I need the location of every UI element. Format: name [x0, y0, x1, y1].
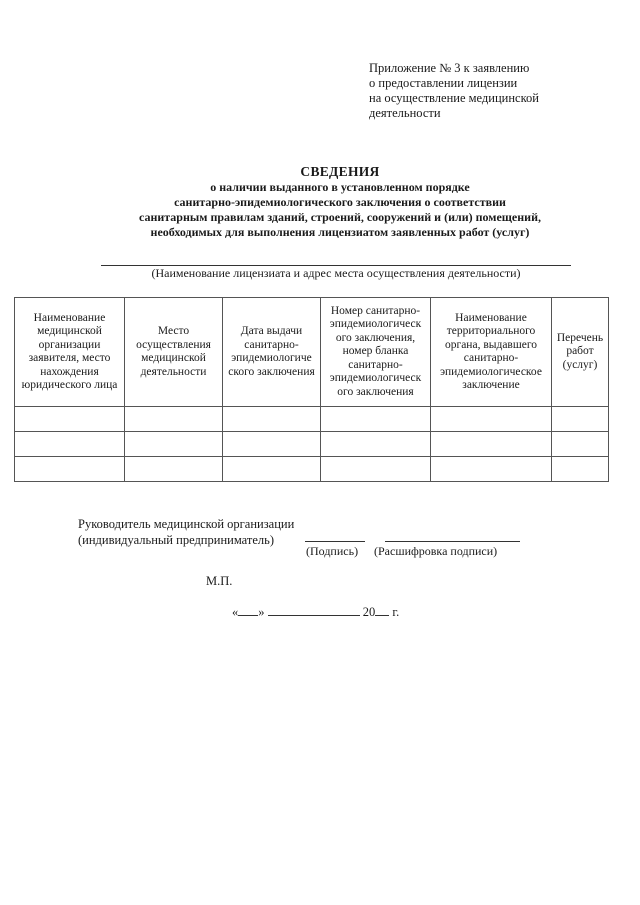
table-cell[interactable] — [15, 457, 125, 482]
table-cell[interactable] — [552, 407, 609, 432]
date-open-quote: « — [232, 605, 239, 619]
table-row — [15, 457, 609, 482]
title-main: СВЕДЕНИЯ — [300, 164, 380, 179]
head-of-organization-label — [78, 516, 294, 548]
table-header-row — [15, 298, 609, 407]
table-cell[interactable] — [321, 407, 431, 432]
column-header-works-list: Перечень работ (услуг) — [552, 298, 609, 407]
table-cell[interactable] — [431, 457, 552, 482]
table-cell[interactable] — [15, 432, 125, 457]
appendix-line: на осуществление медицинской — [369, 91, 539, 105]
table-cell[interactable] — [321, 457, 431, 482]
day-field[interactable] — [238, 603, 258, 616]
title-line: санитарно-эпидемиологического заключения о соответствии — [174, 195, 506, 209]
table-cell[interactable] — [321, 432, 431, 457]
sanitary-info-table — [14, 297, 609, 482]
signature-caption: (Подпись) — [306, 544, 359, 558]
year-prefix: 20 — [362, 605, 376, 619]
column-header-organization: Наименование медицинской организации заявителя, место нахождения юридического лица — [15, 298, 125, 407]
year-field[interactable] — [375, 603, 389, 616]
table-cell[interactable] — [223, 457, 321, 482]
table-cell[interactable] — [552, 457, 609, 482]
table-cell[interactable] — [125, 407, 223, 432]
appendix-note — [369, 61, 609, 121]
table-cell[interactable] — [15, 407, 125, 432]
column-header-issuing-authority: Наименование территориального органа, выдавшего санитарно-эпидемиологическое заключение — [431, 298, 552, 407]
table-row — [15, 407, 609, 432]
table-cell[interactable] — [125, 432, 223, 457]
column-header-location: Место осуществления медицинской деятельности — [125, 298, 223, 407]
column-header-issue-date: Дата выдачи санитарно-эпидемиологиче ского заключения — [223, 298, 321, 407]
table-cell[interactable] — [223, 407, 321, 432]
appendix-line: о предоставлении лицензии — [369, 76, 518, 90]
appendix-line: деятельности — [369, 106, 441, 120]
signature-decode-field-line[interactable] — [385, 541, 520, 542]
table-cell[interactable] — [223, 432, 321, 457]
appendix-line: Приложение № 3 к заявлению — [369, 61, 530, 75]
column-header-conclusion-number: Номер санитарно-эпидемиологическ ого заключения, номер бланка санитарно-эпидемиологическ ого заключения — [321, 298, 431, 407]
date-line — [232, 603, 399, 620]
title-line: санитарным правилам зданий, строений, сооружений и (или) помещений, — [138, 210, 542, 224]
title-line: необходимых для выполнения лицензиатом заявленных работ (услуг) — [150, 225, 530, 239]
table-cell[interactable] — [125, 457, 223, 482]
signature-decode-caption: (Расшифровка подписи) — [374, 544, 498, 558]
document-title — [60, 163, 620, 240]
table-cell[interactable] — [431, 407, 552, 432]
licensee-caption: (Наименование лицензиата и адрес места осуществления деятельности) — [151, 266, 521, 280]
signature-field-line[interactable] — [305, 541, 365, 542]
table-row — [15, 432, 609, 457]
date-close-quote: » — [258, 605, 265, 619]
head-label-line: (индивидуальный предприниматель) — [78, 533, 274, 547]
table-cell[interactable] — [431, 432, 552, 457]
title-line: о наличии выданного в установленном порядке — [210, 180, 470, 194]
year-suffix: г. — [392, 605, 400, 619]
head-label-line: Руководитель медицинской организации — [78, 517, 295, 531]
month-field[interactable] — [268, 603, 360, 616]
stamp-label: М.П. — [206, 574, 233, 588]
table-cell[interactable] — [552, 432, 609, 457]
